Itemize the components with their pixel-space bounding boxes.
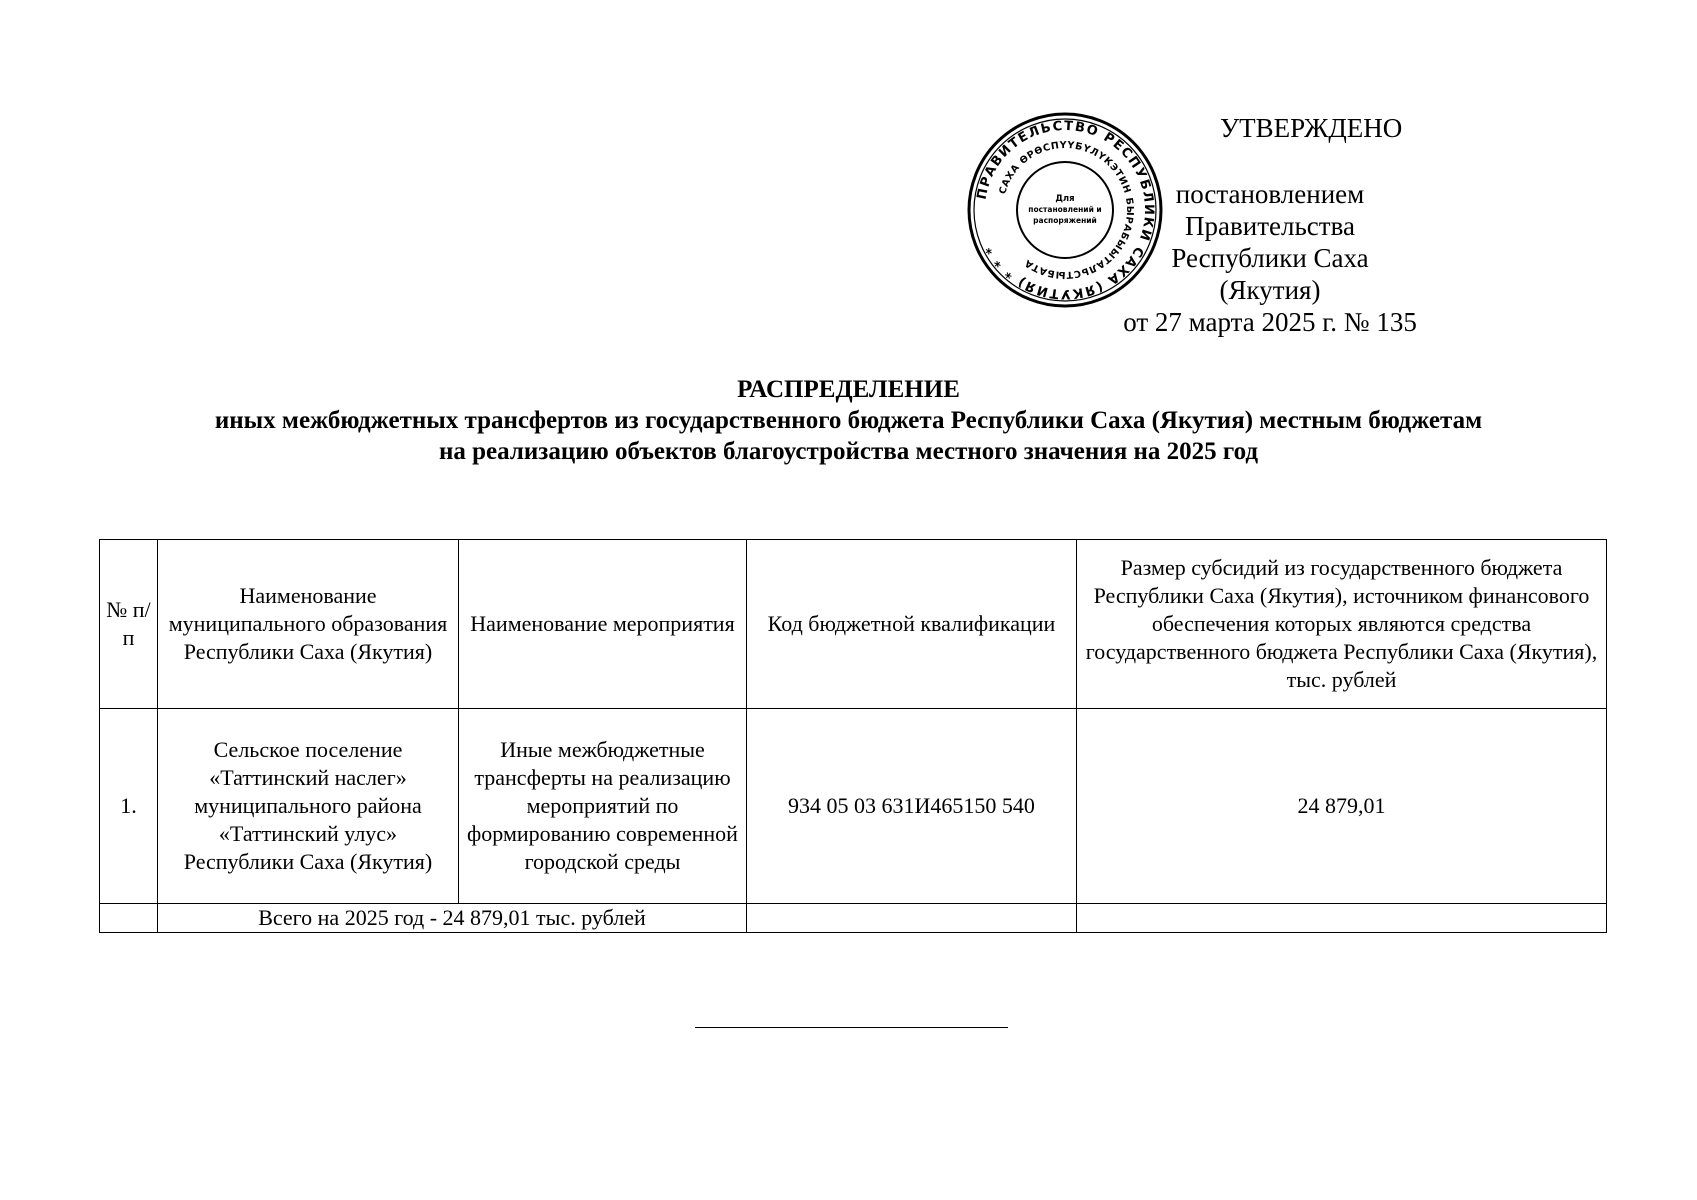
- title-line-3: на реализацию объектов благоустройства местного значения на 2025 год: [438, 438, 1259, 465]
- total-empty-cell: [747, 904, 1077, 933]
- table-row: [100, 709, 1607, 904]
- header-municipality: Наименование муниципального образования Республики Саха (Якутия): [158, 540, 459, 709]
- total-empty-cell: [1077, 904, 1607, 933]
- header-measure: Наименование мероприятия: [459, 540, 747, 709]
- approval-heading: УТВЕРЖДЕНО: [1220, 113, 1403, 143]
- title-line-1: РАСПРЕДЕЛЕНИЕ: [737, 376, 960, 403]
- cell-budget-code: 934 05 03 631И465150 540: [747, 709, 1077, 904]
- cell-measure: Иные межбюджетные трансферты на реализацию мероприятий по формированию современной городской среды: [459, 709, 747, 904]
- header-subsidy-amount: Размер субсидий из государственного бюджета Республики Саха (Якутия), источником финансового обеспечения которых являются средства государственного бюджета Республики Саха (Якутия), тыс. рублей: [1077, 540, 1607, 709]
- approval-block: [1120, 112, 1420, 338]
- approval-line-3: от 27 марта 2025 г. № 135: [1123, 307, 1417, 337]
- svg-text:ПРАВИТЕЛЬСТВО РЕСПУБЛИКИ САХА: ПРАВИТЕЛЬСТВО РЕСПУБЛИКИ САХА (ЯКУТИЯ) * * *: [974, 118, 1157, 302]
- svg-text:распоряжений: распоряжений: [1033, 216, 1097, 225]
- total-empty-cell: [100, 904, 158, 933]
- total-text: Всего на 2025 год - 24 879,01 тыс. рублей: [158, 904, 747, 933]
- title-line-2: иных межбюджетных трансфертов из государственного бюджета Республики Саха (Якутия) местным бюджетам: [214, 407, 1483, 434]
- svg-text:постановлений и: постановлений и: [1028, 205, 1102, 214]
- total-row: [100, 904, 1607, 933]
- svg-text:САХА ӨРӨСПҮҮБҮЛҮКЭТИН БЫРАБЫЫТ: САХА ӨРӨСПҮҮБҮЛҮКЭТИН БЫРАБЫЫТАЛЬСТЫБАТА: [997, 139, 1136, 281]
- header-number: № п/п: [100, 540, 158, 709]
- svg-text:Для: Для: [1055, 194, 1075, 204]
- approval-line-2: Республики Саха (Якутия): [1171, 243, 1369, 305]
- document-title: [60, 374, 1637, 467]
- distribution-table: [99, 539, 1607, 933]
- cell-municipality: Сельское поселение «Таттинский наслег» муниципального района «Таттинский улус» Республики Саха (Якутия): [158, 709, 459, 904]
- table-header-row: [100, 540, 1607, 709]
- header-budget-code: Код бюджетной квалификации: [747, 540, 1077, 709]
- approval-line-1: постановлением Правительства: [1175, 179, 1365, 241]
- cell-amount: 24 879,01: [1077, 709, 1607, 904]
- cell-number: 1.: [100, 709, 158, 904]
- closing-divider-line: [695, 1027, 1008, 1028]
